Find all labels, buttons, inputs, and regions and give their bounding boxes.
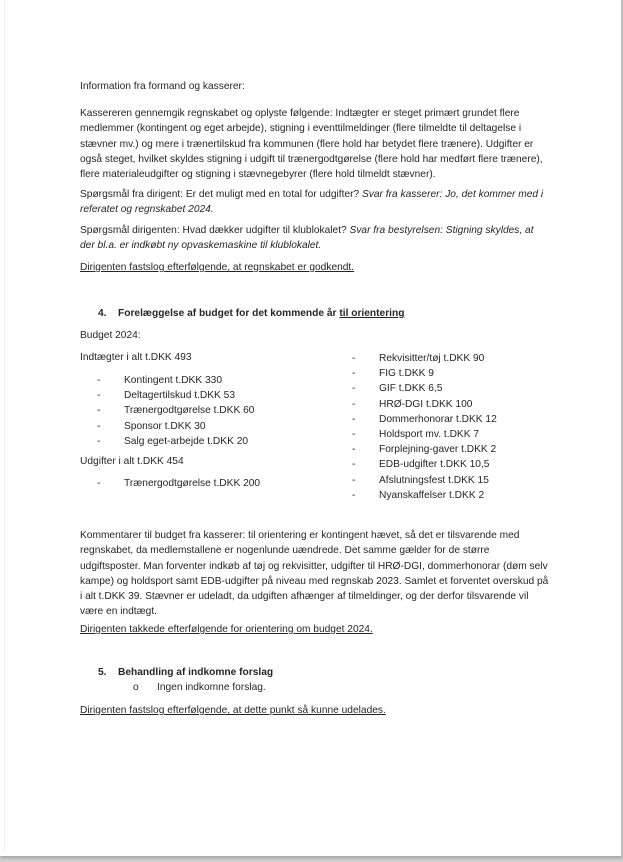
section-4-heading (98, 307, 404, 321)
question-2-answer: Svar fra bestyrelsen: Stigning skyldes, at der bl.a. er indkøbt ny opvaskemaskine til klublokalet. (80, 225, 534, 252)
question-1-text: Spørgsmål fra dirigent: Er det muligt med en total for udgifter? (80, 189, 362, 200)
question-1 (80, 187, 550, 218)
list-item: - Kontingent t.DKK 330 (97, 375, 222, 386)
list-item: - Holdsport mv. t.DKK 7 (352, 428, 480, 440)
list-item: - Deltagertilskud t.DKK 53 (97, 390, 235, 402)
resolution-budget: Dirigenten takkede efterfølgende for orientering om budget 2024. (80, 624, 373, 635)
question-2 (80, 223, 550, 254)
list-item: - Afslutningsfest t.DKK 15 (352, 474, 489, 486)
circle-bullet-icon: o (133, 682, 139, 693)
resolution-1: Dirigenten fastslog efterfølgende, at regnskabet er godkendt. (80, 262, 355, 273)
resolution-section-5: Dirigenten fastslog efterfølgende, at dette punkt så kunne udelades. (80, 705, 386, 716)
section-5-number: 5. (98, 667, 107, 678)
section-5-heading (98, 666, 273, 680)
list-item: - Sponsor t.DKK 30 (97, 420, 206, 432)
list-item: - Dommerhonorar t.DKK 12 (352, 413, 497, 425)
section-4-title-underlined: til orientering (339, 308, 405, 319)
section-5-sub-item: o Ingen indkomne forslag. (133, 682, 266, 693)
list-item: - GIF t.DKK 6,5 (352, 383, 443, 395)
question-2-text: Spørgsmål dirigenten: Hvad dækker udgifter til klublokalet? (80, 225, 350, 236)
list-item: - Rekvisitter/tøj t.DKK 90 (352, 353, 485, 364)
expense-total: Udgifter i alt t.DKK 454 (80, 456, 184, 467)
list-item: - FIG t.DKK 9 (352, 368, 434, 380)
list-item: - EDB-udgifter t.DKK 10,5 (352, 459, 490, 471)
budget-label: Budget 2024: (80, 330, 141, 341)
section-4-number: 4. (98, 308, 107, 319)
budget-comment: Kommentarer til budget fra kasserer: til orientering er kontingent hævet, så det er tilsvarende med regnskabet, da medlemstallene er nogenlunde uændrede. Det samme gælder for de større udgiftsposter. Man forventer indkøb af tøj og rekvisitter, udgifter til HRØ-DGI, dommerhonorar (døm selv kampe) og holdsport samt EDB-udgifter på niveau med regnskab 2023. Samlet et forventet overskud på i alt t.DKK 39. Stævner er udeladt, da udgiften afhænger af tilmeldinger, og der derfor tilsvarende vil være en indtægt. (80, 530, 549, 618)
expense-list-left (97, 476, 260, 491)
list-item: - Trænergodtgørelse t.DKK 200 (97, 478, 261, 489)
list-item: - HRØ-DGI t.DKK 100 (352, 398, 473, 410)
list-item: - Nyanskaffelser t.DKK 2 (352, 489, 485, 501)
info-heading: Information fra formand og kasserer: (80, 81, 245, 92)
list-item: - Trænergodtgørelse t.DKK 60 (97, 405, 255, 417)
section-4-title: Forelæggelse af budget for det kommende år (118, 308, 340, 319)
income-total: Indtægter i alt t.DKK 493 (80, 352, 192, 363)
list-item: - Forplejning-gaver t.DKK 2 (352, 444, 497, 456)
question-1-answer: Svar fra kasserer: Jo, det kommer med i referatet og regnskabet 2024. (80, 189, 544, 216)
section-5-title: Behandling af indkomne forslag (118, 667, 274, 678)
expense-list-right (352, 351, 497, 503)
cashier-paragraph: Kassereren gennemgik regnskabet og oplyste følgende: Indtægter er steget primært grundet flere medlemmer (kontingent og eget arbejde), stigning i eventtilmeldinger (flere tilmeldte til deltagelse i stævner mv.) og mere i trænertilskud fra kommunen (flere hold har betydet flere trænere). Udgifter er også steget, hvilket skyldes stigning i udgift til trænergodtgørelse (flere hold har medført flere trænere), flere materialeudgifter og stigning i stævnegebyrer (flere hold tilmeldt stævner). (80, 108, 543, 181)
income-list (97, 373, 254, 449)
list-item: - Salg eget-arbejde t.DKK 20 (97, 435, 249, 447)
